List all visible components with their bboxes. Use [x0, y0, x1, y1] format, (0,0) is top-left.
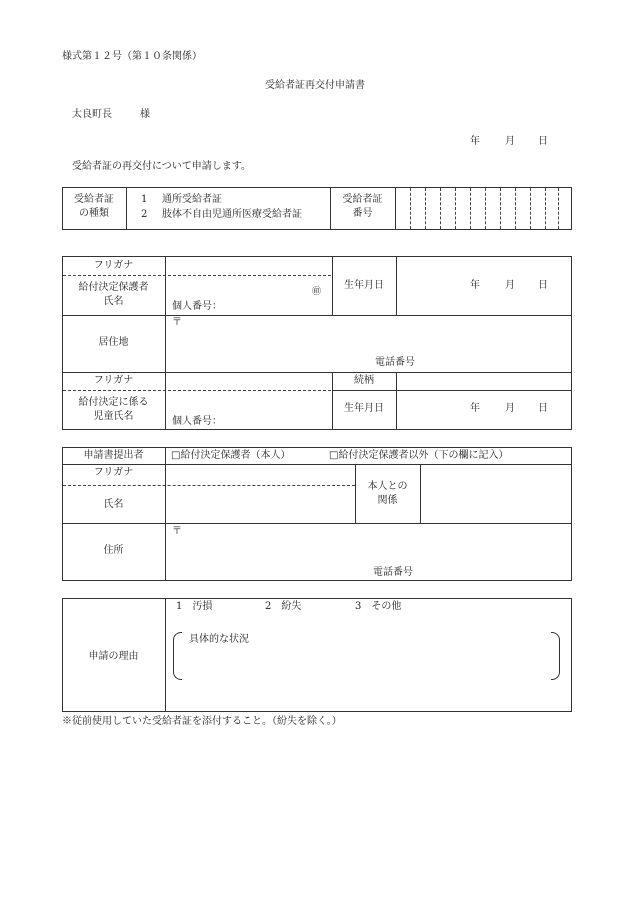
relation-label-1: 本人との	[367, 481, 408, 492]
submitter-address-label: 住所	[103, 545, 124, 556]
guardian-birth-label: 生年月日	[344, 280, 384, 291]
date-month-label: 月	[505, 136, 515, 147]
child-birth-year: 年	[470, 403, 480, 414]
guardian-birth-day: 日	[538, 280, 548, 291]
submitter-option-other[interactable]: □給付決定保護者以外（下の欄に記入）	[329, 450, 509, 461]
submitter-option-self[interactable]: □給付決定保護者（本人）	[171, 450, 291, 461]
submitter-label: 申請書提出者	[83, 450, 144, 461]
submitter-phone-label: 電話番号	[373, 567, 413, 578]
cert-type-label-2: の種類	[79, 208, 109, 219]
residence-phone-label: 電話番号	[375, 357, 415, 368]
reason-option-lost[interactable]: 2 紛失	[265, 601, 302, 612]
submitter-name-label: 氏名	[103, 499, 124, 510]
guardian-personal-number-label: 個人番号：	[172, 301, 222, 312]
guardian-birth-year: 年	[470, 280, 480, 291]
reason-option-soiled[interactable]: 1 汚損	[176, 601, 213, 612]
footnote: ※従前使用していた受給者証を添付すること。（紛失を除く。）	[62, 716, 342, 727]
details-bracket-left	[173, 632, 182, 680]
guardian-birth-month: 月	[505, 280, 515, 291]
seal-mark: ㊞	[312, 287, 322, 297]
details-label: 具体的な状況	[189, 634, 249, 645]
submitter-furigana-label: フリガナ	[93, 467, 134, 478]
form-title: 受給者証再交付申請書	[265, 80, 365, 91]
child-birth-day: 日	[538, 403, 548, 414]
residence-postal-mark: 〒	[172, 317, 182, 328]
date-year-label: 年	[470, 136, 480, 147]
cert-option-2-text: 肢体不自由児通所医療受給者証	[162, 209, 302, 220]
child-personal-number-label: 個人番号：	[172, 416, 222, 427]
submitter-postal-mark: 〒	[172, 526, 182, 537]
child-name-label-1: 給付決定に係る	[78, 397, 149, 408]
addressee: 太良町長	[72, 109, 112, 120]
child-birth-label: 生年月日	[344, 403, 384, 414]
cert-option-1-text: 通所受給者証	[162, 194, 222, 205]
relationship-label: 続柄	[354, 375, 374, 386]
reason-option-other[interactable]: 3 その他	[355, 601, 402, 612]
reason-label: 申請の理由	[88, 651, 139, 662]
statement: 受給者証の再交付について申請します。	[72, 161, 251, 172]
cert-type-label-1: 受給者証	[74, 194, 114, 205]
form-number: 様式第１２号（第１０条関係）	[62, 51, 202, 62]
details-bracket-right	[551, 632, 560, 680]
cert-number-label-2: 番号	[352, 208, 373, 219]
relation-label-2: 関係	[377, 495, 398, 506]
cert-option-2-number: 2	[141, 209, 148, 220]
residence-label: 居住地	[98, 337, 129, 348]
cert-table	[62, 187, 572, 230]
date-day-label: 日	[538, 136, 548, 147]
guardian-name-label-1: 給付決定保護者	[78, 282, 149, 293]
child-name-label-2: 児童氏名	[93, 411, 134, 422]
guardian-furigana-label: フリガナ	[93, 260, 134, 271]
addressee-suffix: 様	[140, 109, 150, 120]
child-furigana-label: フリガナ	[93, 375, 134, 386]
cert-number-label-1: 受給者証	[342, 194, 383, 205]
guardian-name-label-2: 氏名	[103, 296, 124, 307]
cert-option-1-number: 1	[141, 194, 148, 205]
child-birth-month: 月	[505, 403, 515, 414]
